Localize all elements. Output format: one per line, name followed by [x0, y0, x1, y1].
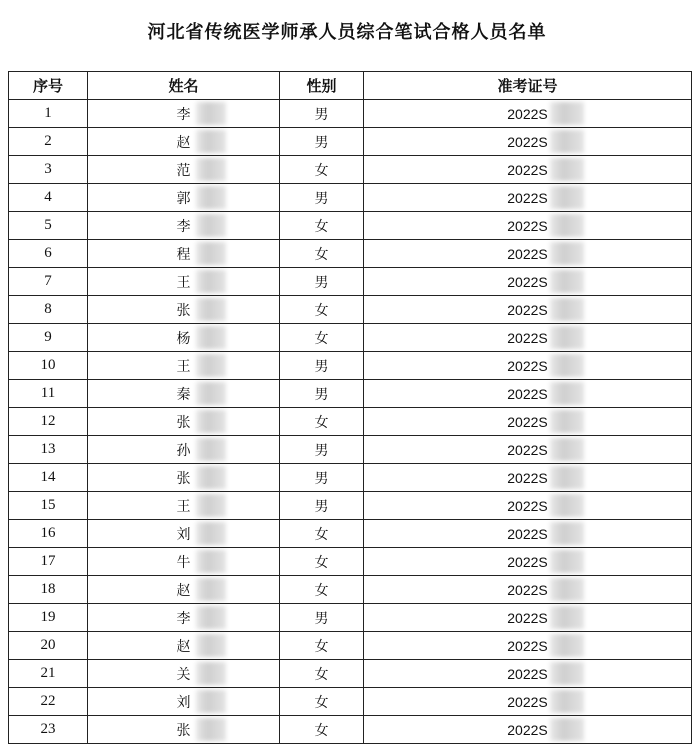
table-row	[9, 128, 692, 156]
cell-exam-number	[364, 632, 692, 660]
redaction-mask	[550, 606, 584, 629]
cell-gender: 女	[280, 688, 364, 716]
header-gender: 性别	[280, 72, 364, 100]
redaction-mask	[550, 578, 584, 601]
table-row	[9, 632, 692, 660]
cell-serial: 21	[9, 660, 88, 688]
cell-exam-number	[364, 268, 692, 296]
redaction-mask	[196, 606, 226, 629]
cell-gender: 男	[280, 100, 364, 128]
cell-name-text: 王	[176, 498, 191, 515]
cell-exam-number-text: 2022S	[507, 637, 548, 654]
cell-exam-number-text: 2022S	[507, 105, 548, 122]
table-row	[9, 212, 692, 240]
cell-name-text: 关	[176, 666, 191, 683]
table-header-row	[9, 72, 692, 100]
redaction-mask	[550, 186, 584, 209]
table-row	[9, 548, 692, 576]
cell-exam-number-text: 2022S	[507, 721, 548, 738]
results-table	[8, 71, 692, 744]
cell-serial: 19	[9, 604, 88, 632]
redaction-mask	[550, 410, 584, 433]
cell-name	[88, 464, 280, 492]
cell-gender: 男	[280, 464, 364, 492]
cell-gender: 女	[280, 660, 364, 688]
cell-name-text: 李	[176, 610, 191, 627]
header-name: 姓名	[88, 72, 280, 100]
cell-name-text: 李	[176, 106, 191, 123]
cell-name-text: 郭	[176, 190, 191, 207]
table-row	[9, 324, 692, 352]
cell-name	[88, 436, 280, 464]
cell-serial: 22	[9, 688, 88, 716]
cell-exam-number-text: 2022S	[507, 665, 548, 682]
cell-exam-number	[364, 660, 692, 688]
cell-name-text: 牛	[176, 554, 191, 571]
cell-name-text: 秦	[176, 386, 191, 403]
redaction-mask	[550, 494, 584, 517]
cell-gender: 女	[280, 520, 364, 548]
redaction-mask	[550, 690, 584, 713]
cell-name	[88, 576, 280, 604]
redaction-mask	[196, 410, 226, 433]
cell-exam-number	[364, 604, 692, 632]
table-row	[9, 604, 692, 632]
cell-serial: 6	[9, 240, 88, 268]
table-row	[9, 408, 692, 436]
cell-name-text: 张	[176, 722, 191, 739]
cell-name-text: 张	[176, 414, 191, 431]
cell-exam-number	[364, 688, 692, 716]
redaction-mask	[550, 466, 584, 489]
cell-exam-number	[364, 520, 692, 548]
table-row	[9, 184, 692, 212]
table-row	[9, 520, 692, 548]
redaction-mask	[196, 242, 226, 265]
cell-name-text: 刘	[176, 694, 191, 711]
cell-exam-number-text: 2022S	[507, 133, 548, 150]
table-row	[9, 100, 692, 128]
redaction-mask	[550, 382, 584, 405]
cell-exam-number-text: 2022S	[507, 609, 548, 626]
cell-exam-number-text: 2022S	[507, 329, 548, 346]
table-row	[9, 296, 692, 324]
redaction-mask	[550, 242, 584, 265]
cell-exam-number-text: 2022S	[507, 385, 548, 402]
page-title: 河北省传统医学师承人员综合笔试合格人员名单	[147, 22, 547, 43]
redaction-mask	[196, 298, 226, 321]
cell-exam-number	[364, 128, 692, 156]
cell-exam-number-text: 2022S	[507, 245, 548, 262]
cell-exam-number-text: 2022S	[507, 469, 548, 486]
redaction-mask	[196, 662, 226, 685]
redaction-mask	[196, 438, 226, 461]
redaction-mask	[196, 634, 226, 657]
table-body	[9, 100, 692, 744]
redaction-mask	[196, 270, 226, 293]
cell-gender: 女	[280, 156, 364, 184]
redaction-mask	[550, 214, 584, 237]
cell-name	[88, 156, 280, 184]
redaction-mask	[550, 298, 584, 321]
cell-name	[88, 324, 280, 352]
redaction-mask	[196, 354, 226, 377]
redaction-mask	[196, 186, 226, 209]
cell-name	[88, 380, 280, 408]
cell-name-text: 杨	[176, 330, 191, 347]
cell-name	[88, 716, 280, 744]
cell-gender: 女	[280, 408, 364, 436]
redaction-mask	[550, 326, 584, 349]
cell-exam-number	[364, 212, 692, 240]
cell-exam-number-text: 2022S	[507, 497, 548, 514]
cell-name-text: 李	[176, 218, 191, 235]
cell-serial: 17	[9, 548, 88, 576]
cell-gender: 男	[280, 352, 364, 380]
cell-serial: 13	[9, 436, 88, 464]
redaction-mask	[196, 130, 226, 153]
cell-exam-number-text: 2022S	[507, 441, 548, 458]
cell-exam-number	[364, 352, 692, 380]
cell-exam-number-text: 2022S	[507, 189, 548, 206]
redaction-mask	[550, 550, 584, 573]
cell-name-text: 王	[176, 358, 191, 375]
cell-gender: 男	[280, 268, 364, 296]
cell-name	[88, 492, 280, 520]
cell-exam-number-text: 2022S	[507, 357, 548, 374]
cell-name-text: 王	[176, 274, 191, 291]
cell-name-text: 孙	[176, 442, 191, 459]
cell-exam-number	[364, 296, 692, 324]
cell-gender: 男	[280, 436, 364, 464]
cell-name-text: 赵	[176, 638, 191, 655]
redaction-mask	[550, 354, 584, 377]
cell-gender: 女	[280, 212, 364, 240]
cell-name-text: 范	[176, 162, 191, 179]
cell-exam-number-text: 2022S	[507, 553, 548, 570]
cell-serial: 10	[9, 352, 88, 380]
cell-exam-number-text: 2022S	[507, 525, 548, 542]
cell-name	[88, 548, 280, 576]
cell-name-text: 张	[176, 470, 191, 487]
cell-name	[88, 100, 280, 128]
cell-exam-number-text: 2022S	[507, 217, 548, 234]
redaction-mask	[550, 438, 584, 461]
redaction-mask	[550, 522, 584, 545]
cell-exam-number	[364, 240, 692, 268]
cell-gender: 女	[280, 576, 364, 604]
cell-serial: 18	[9, 576, 88, 604]
cell-name-text: 刘	[176, 526, 191, 543]
cell-name-text: 赵	[176, 134, 191, 151]
cell-serial: 12	[9, 408, 88, 436]
cell-exam-number-text: 2022S	[507, 161, 548, 178]
cell-serial: 11	[9, 380, 88, 408]
cell-serial: 1	[9, 100, 88, 128]
cell-exam-number	[364, 156, 692, 184]
cell-serial: 4	[9, 184, 88, 212]
cell-serial: 8	[9, 296, 88, 324]
redaction-mask	[196, 494, 226, 517]
cell-name-text: 张	[176, 302, 191, 319]
redaction-mask	[196, 578, 226, 601]
cell-serial: 15	[9, 492, 88, 520]
cell-name	[88, 212, 280, 240]
cell-serial: 7	[9, 268, 88, 296]
cell-exam-number	[364, 408, 692, 436]
redaction-mask	[196, 382, 226, 405]
header-exam-number: 准考证号	[364, 72, 692, 100]
cell-serial: 23	[9, 716, 88, 744]
cell-gender: 女	[280, 324, 364, 352]
cell-gender: 女	[280, 548, 364, 576]
table-row	[9, 268, 692, 296]
table-row	[9, 576, 692, 604]
cell-exam-number-text: 2022S	[507, 413, 548, 430]
cell-name	[88, 688, 280, 716]
cell-name-text: 程	[176, 246, 191, 263]
cell-exam-number	[364, 492, 692, 520]
table-row	[9, 436, 692, 464]
cell-name	[88, 296, 280, 324]
cell-name	[88, 632, 280, 660]
redaction-mask	[196, 718, 226, 741]
cell-exam-number	[364, 380, 692, 408]
table-row	[9, 352, 692, 380]
cell-name	[88, 604, 280, 632]
cell-exam-number	[364, 184, 692, 212]
redaction-mask	[196, 550, 226, 573]
redaction-mask	[550, 270, 584, 293]
cell-gender: 女	[280, 632, 364, 660]
redaction-mask	[550, 718, 584, 741]
cell-serial: 2	[9, 128, 88, 156]
redaction-mask	[550, 102, 584, 125]
cell-exam-number	[364, 576, 692, 604]
table-row	[9, 492, 692, 520]
cell-gender: 男	[280, 128, 364, 156]
table-row	[9, 380, 692, 408]
redaction-mask	[550, 634, 584, 657]
cell-exam-number-text: 2022S	[507, 693, 548, 710]
cell-name	[88, 352, 280, 380]
cell-exam-number	[364, 548, 692, 576]
cell-serial: 16	[9, 520, 88, 548]
redaction-mask	[196, 522, 226, 545]
cell-exam-number-text: 2022S	[507, 273, 548, 290]
redaction-mask	[550, 130, 584, 153]
cell-name	[88, 268, 280, 296]
cell-serial: 14	[9, 464, 88, 492]
table-row	[9, 660, 692, 688]
cell-name	[88, 128, 280, 156]
redaction-mask	[550, 158, 584, 181]
table-row	[9, 156, 692, 184]
cell-exam-number-text: 2022S	[507, 581, 548, 598]
cell-gender: 女	[280, 296, 364, 324]
table-row	[9, 240, 692, 268]
cell-name	[88, 240, 280, 268]
cell-name-text: 赵	[176, 582, 191, 599]
header-serial: 序号	[9, 72, 88, 100]
cell-serial: 20	[9, 632, 88, 660]
cell-gender: 女	[280, 240, 364, 268]
cell-gender: 女	[280, 716, 364, 744]
redaction-mask	[196, 158, 226, 181]
cell-serial: 9	[9, 324, 88, 352]
cell-exam-number-text: 2022S	[507, 301, 548, 318]
cell-name	[88, 408, 280, 436]
cell-serial: 5	[9, 212, 88, 240]
cell-exam-number	[364, 436, 692, 464]
cell-name	[88, 520, 280, 548]
cell-exam-number	[364, 324, 692, 352]
cell-name	[88, 184, 280, 212]
cell-exam-number	[364, 464, 692, 492]
redaction-mask	[196, 102, 226, 125]
cell-exam-number	[364, 100, 692, 128]
cell-exam-number	[364, 716, 692, 744]
redaction-mask	[550, 662, 584, 685]
redaction-mask	[196, 326, 226, 349]
cell-serial: 3	[9, 156, 88, 184]
cell-name	[88, 660, 280, 688]
table-row	[9, 464, 692, 492]
cell-gender: 男	[280, 604, 364, 632]
cell-gender: 男	[280, 380, 364, 408]
cell-gender: 男	[280, 492, 364, 520]
table-row	[9, 688, 692, 716]
redaction-mask	[196, 466, 226, 489]
redaction-mask	[196, 214, 226, 237]
cell-gender: 男	[280, 184, 364, 212]
table-row	[9, 716, 692, 744]
redaction-mask	[196, 690, 226, 713]
